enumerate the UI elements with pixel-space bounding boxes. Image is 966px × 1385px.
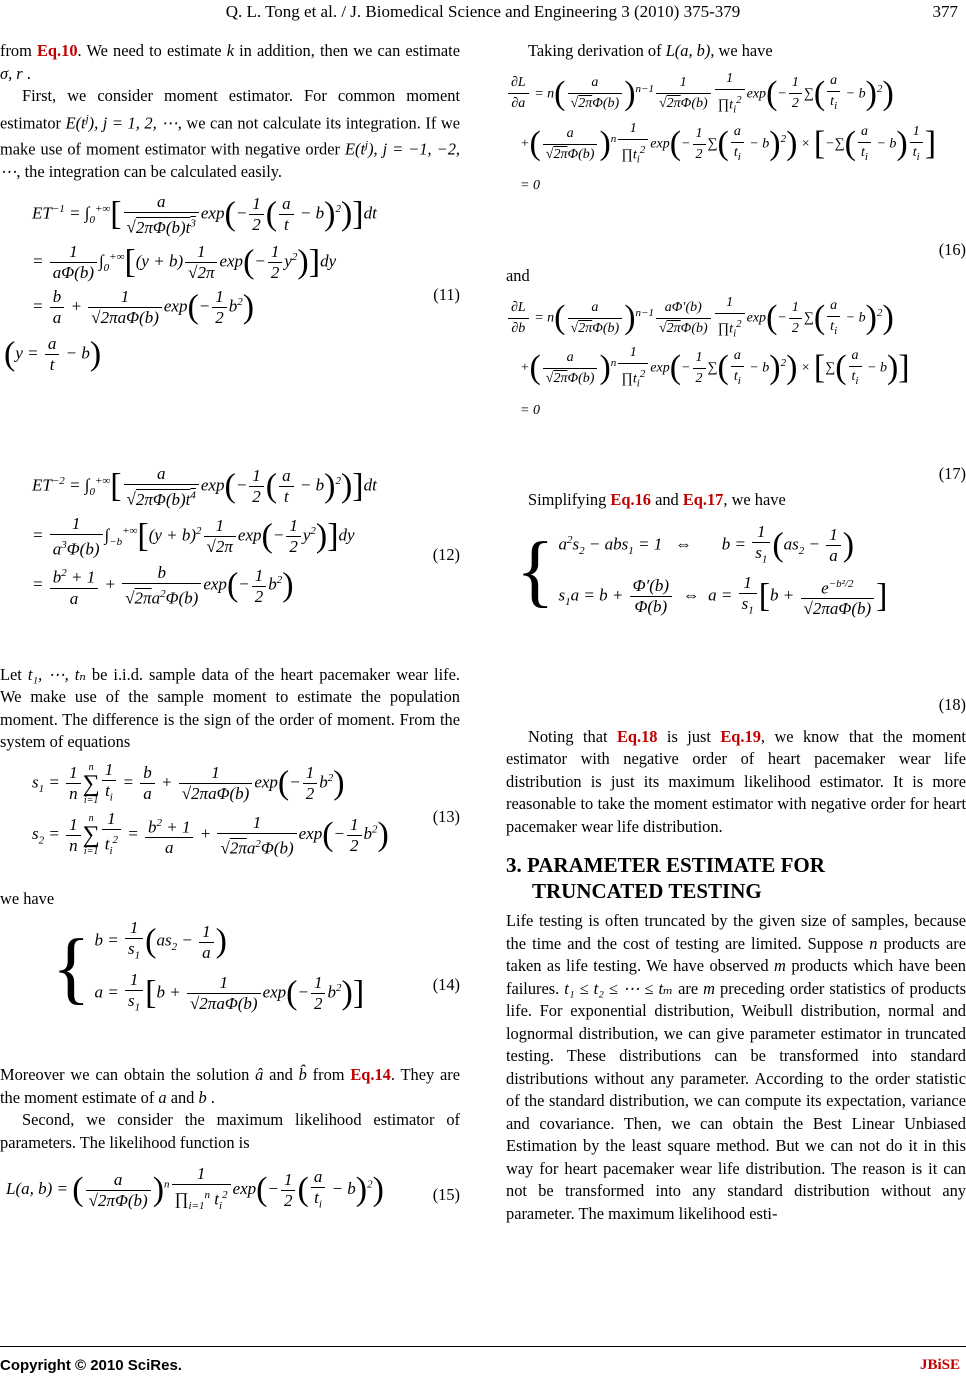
copyright: Copyright © 2010 SciRes. bbox=[0, 1357, 182, 1374]
equation-18: { $a^2s_2 - abs_1 = 1$ ⇔ b = $\frac{1}{s_1}$ ($as_2$ − $\frac{1}{a}$ ) $s_1a = b$ + $\frac{\Phi'(b)}{\Phi(b)}$ ⇔ a = $\frac{1}{s_1}$ [b + $\frac{e^{-b^2/2}}{\text{√2πaΦ(b)}}$ ] (18) bbox=[506, 518, 966, 718]
section-heading: 3. PARAMETER ESTIMATE FOR TRUNCATED TESTING bbox=[506, 853, 825, 903]
ref-eq17[interactable]: Eq.17 bbox=[682, 490, 724, 509]
ref-eq14[interactable]: Eq.14 bbox=[350, 1065, 391, 1085]
left-paragraph-5: Moreover we can obtain the solution â and b̂ from Eq.14. They are the moment estimate of a and b . bbox=[0, 1065, 460, 1107]
equation-17: $\frac{\partial L}{\partial b}$ = n( $\frac{a}{√2\pi\Phi(b)}$ )$^{n-1}$ $\frac{a\Phi'(b)}{√2\pi\Phi(b)}$ $\frac{1}{\prod t_i^2}$ exp(− $\frac{1}{2}$ ∑( $\frac{a}{t_i}$ − b)$^2$) +( $\frac{a}{√2\pi\Phi(b)}$ )$^n$ $\frac{1}{\prod t_i^2}$ exp(− $\frac{1}{2}$ ∑( $\frac{a}{t_i}$ − b)$^2$) × [∑( $\frac{a}{t_i}$ − b)] = 0 (17) bbox=[506, 293, 966, 489]
equation-number-14: (14) bbox=[432, 975, 460, 995]
left-paragraph-1: from Eq.10. We need to estimate k in addition, then we can estimate σ, r . bbox=[0, 41, 461, 83]
right-and: and bbox=[506, 265, 530, 285]
running-title: Q. L. Tong et al. / J. Biomedical Science and Engineering 3 (2010) 375-379 bbox=[225, 2, 741, 21]
equation-11: $ET^{-1} = \int_0^{+\infty}$[ $\frac{a}{√2\pi\Phi(b)t^3}$ exp(− $\frac{1}{2}$ ( $\frac{a}{t}$ − b)$^2$)]dt = $\frac{1}{a\Phi(b)}$ $\int_0^{+\infty}[(y + b)$ $\frac{1}{√2\pi}$ exp(− $\frac{1}{2}$ $y^2)]dy$ = $\frac{b}{a}$ + $\frac{1}{\text{√2πaΦ(b)}}$ exp(− $\frac{1}{2}$ $b^2$) (y = $\frac{a}{t}$ − b) (11) bbox=[4, 191, 460, 374]
equation-15: L(a, b) = ( $\frac{a}{√2\pi\Phi(b)}$ )$^n$ $\frac{1}{\prod_{i=1}^n t_i^2}$ exp(− $\frac{1}{2}$ ( $\frac{a}{t_i}$ − b)$^2$) (15) bbox=[6, 1164, 460, 1213]
footer-rule bbox=[0, 1346, 966, 1347]
right-paragraph-4: Life testing is often truncated by the given size of samples, because the time and the cost of testing are limited. Suppose n products are taken as life testing. We have observed m products which have been failures. t₁ ≤ t₂ ≤ ⋯ ≤ tₘ are m preceding order statistics of products life. For exponential distribution, Weibull distribution, normal and lognormal distribution, we can give parameter estimator in truncated testing. These distributions can be transformed into standard distributions without any parameter. According to the order statistic of the standard distribution, we can compute its expectation, variance and covariance. Then, we can obtain the Best Linear Unbiased Estimation by the least square method. But we can not do it in this way for heart pacemaker wear life distribution. The reason is it can not be transformed into any standard distribution without any parameter. The maximum likelihood esti- bbox=[506, 911, 966, 1223]
right-paragraph-1: Taking derivation of L(a, b), we have bbox=[528, 41, 773, 60]
left-paragraph-3: Let t₁, ⋯, tₙ be i.i.d. sample data of the heart pacemaker wear life. We make use of the sample moment to estimate the population moment. The difference is the sign of the order of moment. From the system of equations bbox=[0, 664, 460, 752]
page-number: 377 bbox=[932, 2, 958, 21]
running-header bbox=[0, 2, 966, 22]
equation-number-12: (12) bbox=[432, 544, 460, 564]
equation-number-15: (15) bbox=[432, 1185, 460, 1205]
page-footer bbox=[0, 1357, 966, 1374]
equation-14: { b = $\frac{1}{s_1}$ ($as_2$ − $\frac{1}{a}$ ) a = $\frac{1}{s_1}$ [b + $\frac{1}{\text{√2πaΦ(b)}}$ exp(− $\frac{1}{2}$ $b^2$)] (14) bbox=[52, 918, 460, 1014]
ref-eq16[interactable]: Eq.16 bbox=[610, 490, 651, 509]
equation-13: $s_1$ = $\frac{1}{n}$ n ∑ i=1 $\frac{1}{t_i}$ = $\frac{b}{a}$ + $\frac{1}{\text{√2πaΦ(b)}}$ exp(− $\frac{1}{2}$ $b^2$) $s_2$ = $\frac{1}{n}$ n ∑ i=1 $\frac{1}{t_i^2}$ = $\frac{b^2 + 1}{a}$ + $\frac{1}{√2\pi a^2\Phi(b)}$ exp(− $\frac{1}{2}$ $b^2$) (13) bbox=[32, 759, 460, 858]
ref-eq18[interactable]: Eq.18 bbox=[616, 726, 658, 746]
left-paragraph-6: Second, we consider the maximum likelihood estimator of parameters. The likelihood function is bbox=[0, 1110, 460, 1152]
ref-eq19[interactable]: Eq.19 bbox=[720, 726, 761, 746]
equation-12: $ET^{-2} = \int_0^{+\infty}$[ $\frac{a}{√2\pi\Phi(b)t^4}$ exp(− $\frac{1}{2}$ ( $\frac{a}{t}$ − b)$^2$)]dt = $\frac{1}{a^3\Phi(b)}$ $\int_{-b}^{+\infty}[(y + b)^2$ $\frac{1}{√2\pi}$ exp(− $\frac{1}{2}$ $y^2)]dy$ = $\frac{b^2 + 1}{a}$ + $\frac{b}{√2\pi a^2\Phi(b)}$ exp(− $\frac{1}{2}$ $b^2$) (12) bbox=[32, 463, 460, 608]
left-column bbox=[0, 40, 460, 1254]
left-paragraph-2: First, we consider moment estimator. For common moment estimator $E(t^j)$, j = 1, 2, ⋯, we can not calculate its integration. If we make use of moment estimator with negative order $E(t^j)$, j = −1, −2, ⋯, the integration can be calculated easily. bbox=[0, 86, 461, 182]
equation-number-11: (11) bbox=[433, 284, 460, 304]
journal-abbrev: JBiSE bbox=[919, 1357, 960, 1373]
left-paragraph-4: we have bbox=[0, 888, 55, 908]
equation-number-17: (17) bbox=[938, 464, 966, 483]
right-paragraph-2: Simplifying Eq.16 and Eq.17, we have bbox=[528, 490, 786, 509]
ref-eq10[interactable]: Eq.10 bbox=[37, 41, 78, 60]
right-paragraph-3: Noting that Eq.18 is just Eq.19, we know that the moment estimator with negative order of heart pacemaker wear life distribution is just its maximum likelihood estimator. It is more reasonable to take the moment estimator with negative order for heart pacemaker wear life distribution. bbox=[506, 726, 966, 836]
equation-number-13: (13) bbox=[432, 806, 460, 826]
right-column bbox=[506, 40, 966, 1225]
equation-number-16: (16) bbox=[938, 239, 966, 259]
equation-16: $\frac{\partial L}{\partial a}$ = n( $\frac{a}{√2\pi\Phi(b)}$ )$^{n-1}$ $\frac{1}{√2\pi\Phi(b)}$ $\frac{1}{\prod t_i^2}$ exp(− $\frac{1}{2}$ ∑( $\frac{a}{t_i}$ − b)$^2$) +( $\frac{a}{√2\pi\Phi(b)}$ )$^n$ $\frac{1}{\prod t_i^2}$ exp(− $\frac{1}{2}$ ∑( $\frac{a}{t_i}$ − b)$^2$) × [−∑( $\frac{a}{t_i}$ − b) $\frac{1}{t_i}$ ] = 0 (16) bbox=[506, 69, 966, 265]
equation-number-18: (18) bbox=[938, 694, 966, 714]
